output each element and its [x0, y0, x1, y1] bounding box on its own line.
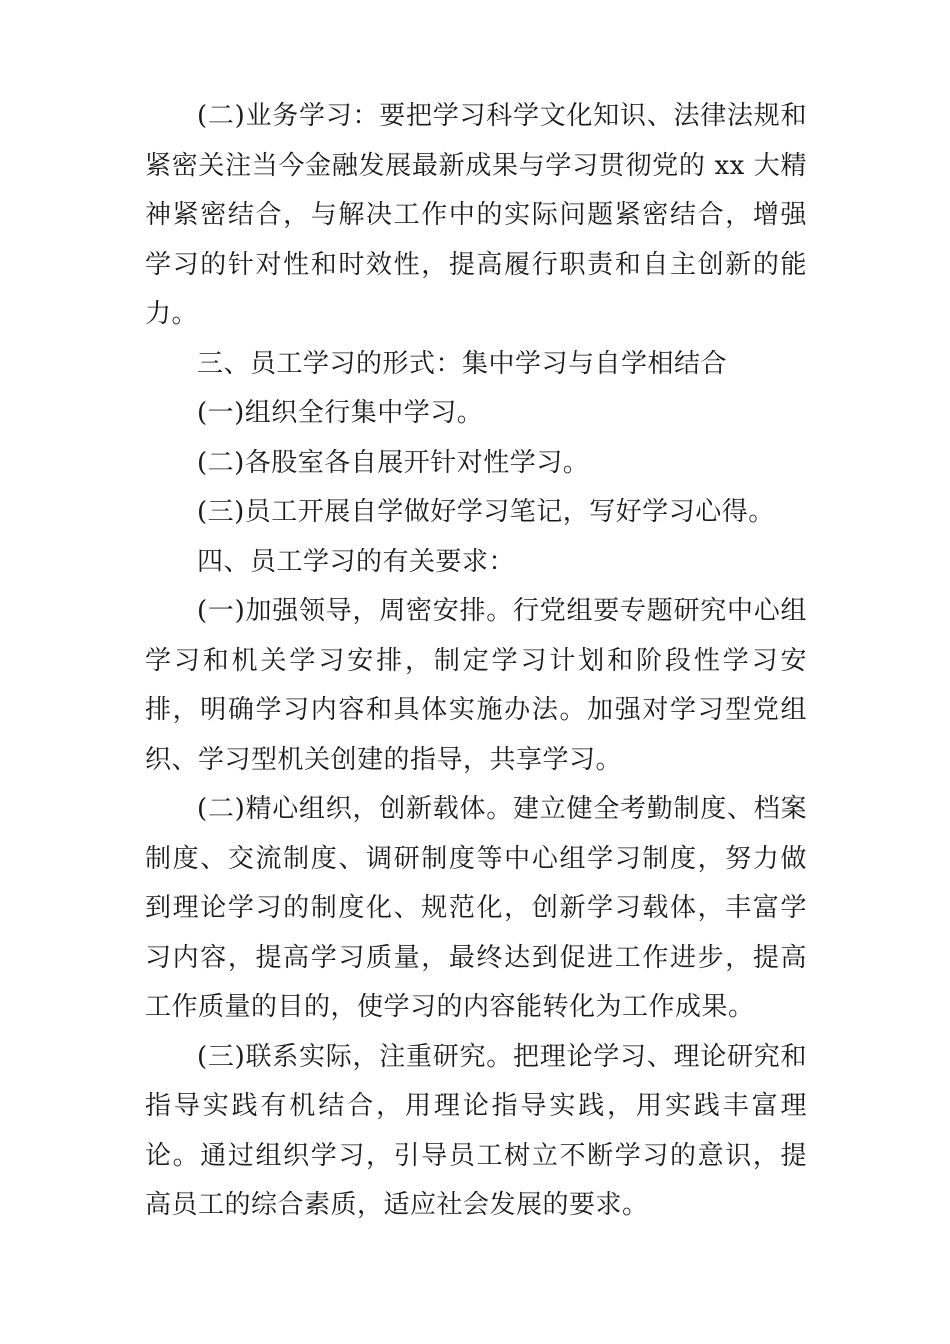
paragraph-practice: (三)联系实际，注重研究。把理论学习、理论研究和指导实践有机结合，用理论指导实践，用实践丰富理论。通过组织学习，引导员工树立不断学习的意识，提高员工的综合素质，适应社会发展的要求。: [145, 1041, 807, 1220]
paragraph-centralized-study: (一)组织全行集中学习。: [197, 398, 484, 428]
paragraph-self-study: (三)员工开展自学做好学习笔记，写好学习心得。: [197, 497, 775, 527]
paragraph-department-study: (二)各股室各自展开针对性学习。: [197, 447, 590, 478]
heading-study-requirements: 四、员工学习的有关要求：: [197, 546, 516, 577]
paragraph-business-study: (二)业务学习：要把学习科学文化知识、法律法规和紧密关注当今金融发展最新成果与学习贯彻党的 xx 大精神紧密结合，与解决工作中的实际问题紧密结合，增强学习的针对性和时效性，提高履行职责和自主创新的能力。: [145, 101, 807, 329]
heading-study-forms: 三、员工学习的形式：集中学习与自学相结合: [197, 348, 728, 379]
document-body: [145, 92, 807, 1231]
paragraph-leadership: (一)加强领导，周密安排。行党组要专题研究中心组学习和机关学习安排，制定学习计划和阶段性学习安排，明确学习内容和具体实施办法。加强对学习型党组织、学习型机关创建的指导，共享学习。: [145, 596, 807, 775]
paragraph-organization: (二)精心组织，创新载体。建立健全考勤制度、档案制度、交流制度、调研制度等中心组学习制度，努力做到理论学习的制度化、规范化，创新学习载体，丰富学习内容，提高学习质量，最终达到促进工作进步，提高工作质量的目的，使学习的内容能转化为工作成果。: [145, 794, 807, 1022]
